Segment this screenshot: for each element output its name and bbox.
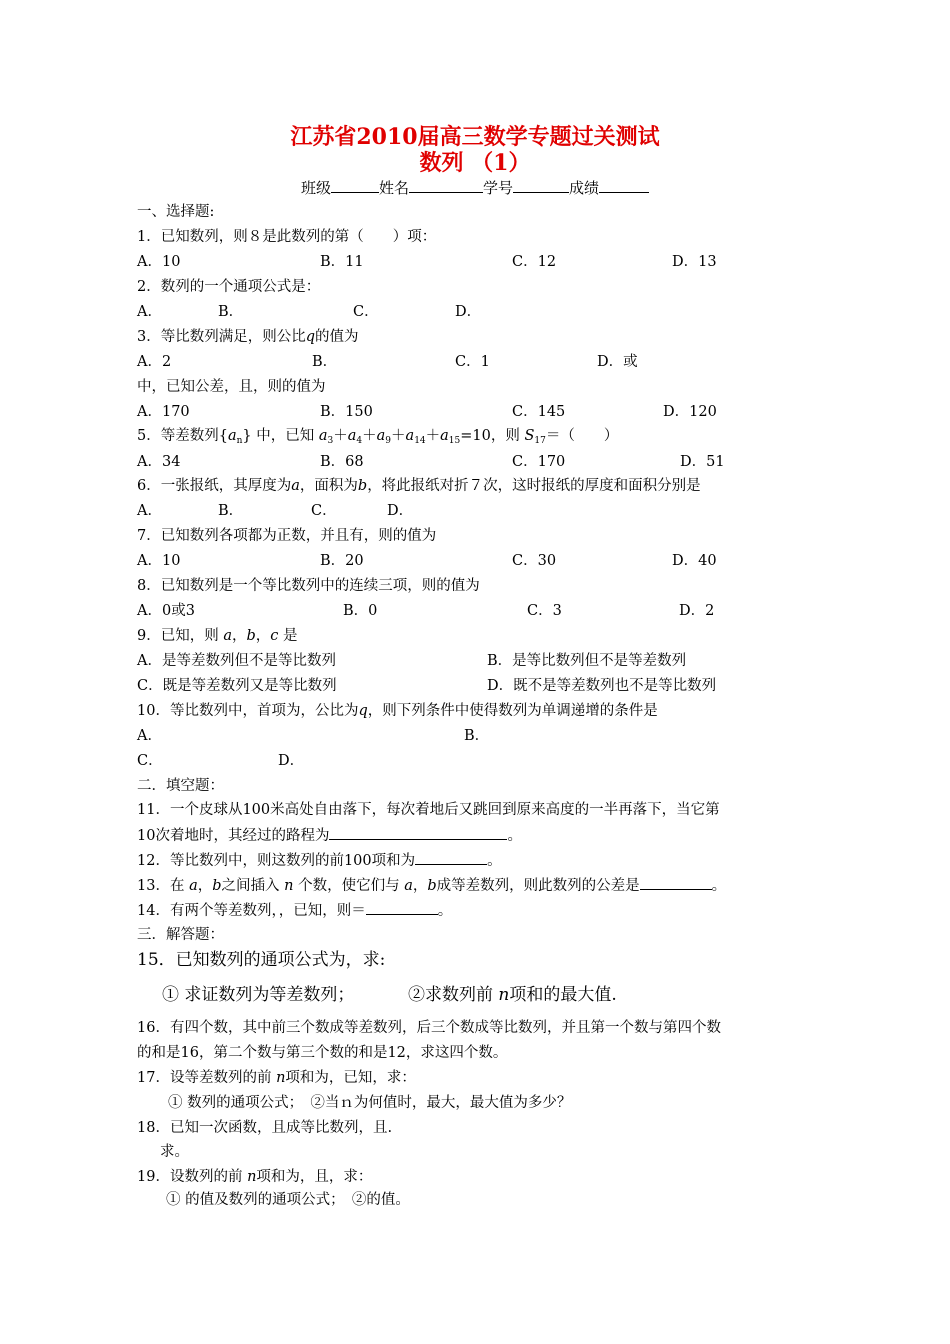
page-subtitle: 数列 （1） [419, 150, 531, 176]
q2-option-d: D． [455, 304, 482, 320]
q9-option-a: A．是等差数列但不是等比数列 [137, 653, 336, 669]
q8-option-d: D．2 [679, 603, 715, 619]
q2-option-b: B． [218, 304, 244, 320]
q10-option-b: B． [464, 728, 490, 744]
question-11-line-1: 11．一个皮球从100米高处自由落下，每次着地后又跳回到原来高度的一半再落下，当它第 [137, 802, 720, 818]
q9-option-c: C．既是等差数列又是等比数列 [137, 678, 337, 694]
class-blank[interactable] [331, 178, 379, 193]
question-3: 3．等比数列满足，则公比q的值为 [137, 329, 359, 345]
q12-answer-blank[interactable] [415, 850, 487, 865]
student-info-line [0, 178, 950, 198]
question-19: 19．设数列的前 n项和为，且，求： [137, 1169, 373, 1185]
question-14: 14．有两个等差数列，，已知，则＝ 。 [137, 900, 452, 921]
q7-option-d: D．40 [672, 553, 717, 569]
q13-answer-blank[interactable] [640, 875, 712, 890]
q4-option-a: A．170 [137, 404, 190, 420]
q4-option-d: D．120 [663, 404, 717, 420]
q8-option-b: B．0 [343, 603, 378, 619]
q7-option-a: A．10 [137, 553, 181, 569]
question-15: 15．已知数列的通项公式为，求: [137, 950, 386, 970]
q5-option-d: D．51 [680, 454, 725, 470]
q8-option-c: C．3 [527, 603, 562, 619]
score-label: 成绩 [569, 179, 600, 197]
q1-option-d: D．13 [672, 254, 717, 270]
q3-option-b: B． [312, 354, 338, 370]
q8-option-a: A．0或3 [137, 603, 195, 619]
q5-option-b: B．68 [320, 454, 364, 470]
q10-option-a: A． [137, 728, 162, 744]
question-4: 中，已知公差，且，则的值为 [137, 379, 326, 395]
q1-option-b: B．11 [320, 254, 364, 270]
question-16-line-1: 16．有四个数，其中前三个数成等差数列，后三个数成等比数列，并且第一个数与第四个数 [137, 1020, 721, 1036]
question-16-line-2: 的和是16，第二个数与第三个数的和是12，求这四个数。 [137, 1045, 508, 1061]
q7-option-c: C．30 [512, 553, 557, 569]
question-7: 7．已知数列各项都为正数，并且有，则的值为 [137, 528, 437, 544]
question-2: 2．数列的一个通项公式是： [137, 279, 321, 295]
q6-option-c: C． [311, 503, 337, 519]
question-1: 1．已知数列，则８是此数列的第（ ）项： [137, 229, 437, 245]
q6-option-d: D． [387, 503, 414, 519]
q5-option-a: A．34 [137, 454, 181, 470]
question-18-ask: 求。 [160, 1144, 189, 1160]
question-18: 18．已知一次函数，且成等比数列，且. [137, 1120, 393, 1136]
q4-option-b: B．150 [320, 404, 373, 420]
q5-option-c: C．170 [512, 454, 566, 470]
q7-option-b: B．20 [320, 553, 364, 569]
question-11-line-2: 10次着地时，其经过的路程为 。 [137, 825, 522, 846]
q6-option-b: B． [218, 503, 244, 519]
q6-option-a: A． [137, 503, 162, 519]
q9-option-d: D．既不是等差数列也不是等比数列 [487, 678, 717, 694]
class-label: 班级 [300, 179, 331, 197]
question-8: 8．已知数列是一个等比数列中的连续三项，则的值为 [137, 578, 480, 594]
question-17-parts: ① 数列的通项公式； ②当ｎ为何值时，最大，最大值为多少？ [168, 1095, 572, 1111]
q9-option-b: B．是等比数列但不是等差数列 [487, 653, 687, 669]
q3-option-a: A．2 [137, 354, 172, 370]
name-label: 姓名 [378, 179, 409, 197]
id-label: 学号 [483, 179, 514, 197]
question-10: 10．等比数列中，首项为，公比为q，则下列条件中使得数列为单调递增的条件是 [137, 703, 658, 719]
section-heading-fill: 二．填空题： [137, 778, 224, 794]
q2-option-c: C． [353, 304, 379, 320]
q10-option-d: D． [278, 753, 305, 769]
q11-answer-blank[interactable] [329, 825, 507, 840]
question-19-parts: ① 的值及数列的通项公式； ②的值。 [166, 1192, 410, 1208]
question-5: 5．等差数列$\{a_n\}$ 中，已知 $a_3+a_4+a_9+a_{14}+a_{15}=10$，则 $S_{17}=$（ ） [137, 428, 619, 446]
q3-option-c: C．1 [455, 354, 490, 370]
q10-option-c: C． [137, 753, 163, 769]
q3-option-d: D．或 [597, 354, 638, 370]
section-heading-solve: 三．解答题： [137, 927, 224, 943]
score-blank[interactable] [599, 178, 649, 193]
question-9: 9．已知，则 a，b，c 是 [137, 628, 298, 644]
question-15-part-1: ① 求证数列为等差数列； [162, 985, 355, 1005]
q4-option-c: C．145 [512, 404, 566, 420]
question-13: 13．在 a，b之间插入 n 个数，使它们与 a，b成等差数列，则此数列的公差是 。 [137, 875, 726, 896]
page-title: 江苏省2010届高三数学专题过关测试 [290, 124, 660, 150]
q2-option-a: A． [137, 304, 162, 320]
id-blank[interactable] [513, 178, 569, 193]
question-17: 17．设等差数列的前 n项和为，已知，求： [137, 1070, 416, 1086]
q14-answer-blank[interactable] [366, 900, 438, 915]
question-6: 6．一张报纸，其厚度为a，面积为b，将此报纸对折７次，这时报纸的厚度和面积分别是 [137, 478, 701, 494]
q1-option-a: A．10 [137, 254, 181, 270]
name-blank[interactable] [409, 178, 483, 193]
question-15-part-2: ②求数列前 n项和的最大值. [408, 985, 617, 1005]
q1-option-c: C．12 [512, 254, 557, 270]
section-heading-choice: 一、选择题: [137, 204, 215, 220]
question-12: 12．等比数列中，则这数列的前100项和为 。 [137, 850, 502, 871]
